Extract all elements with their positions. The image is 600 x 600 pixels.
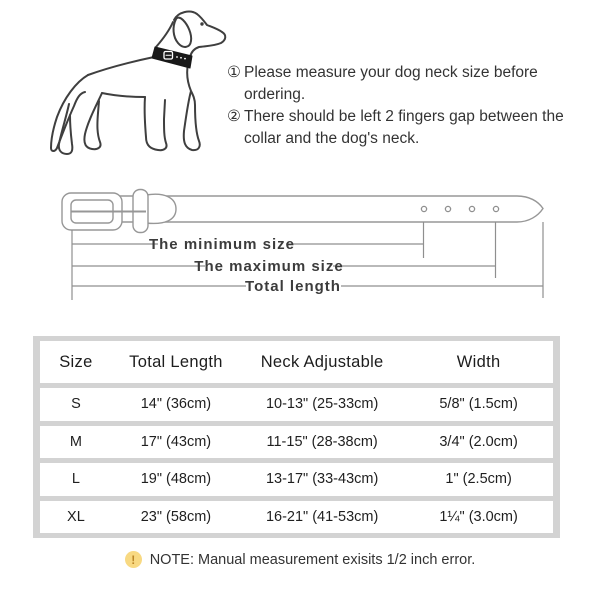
cell-total-length: 19" (48cm) [140, 471, 212, 488]
header-width: Width [456, 352, 501, 371]
minimum-size-label: The minimum size [148, 236, 296, 253]
exclamation-icon: ! [125, 551, 142, 568]
header-neck-adjustable: Neck Adjustable [260, 352, 384, 371]
cell-size: S [71, 396, 81, 413]
cell-neck-adjustable: 13-17" (33-43cm) [265, 471, 379, 488]
cell-width: 5/8" (1.5cm) [439, 396, 518, 413]
instruction-item [227, 106, 587, 150]
collar-diagram-drawing [0, 180, 600, 310]
cell-neck-adjustable: 11-15" (28-38cm) [266, 433, 378, 450]
table-header-row [40, 341, 553, 383]
cell-size: L [71, 471, 80, 488]
table-row [40, 463, 553, 496]
cell-total-length: 23" (58cm) [140, 508, 212, 525]
instructions [227, 62, 587, 150]
instruction-line: collar and the dog's neck. [244, 130, 420, 147]
collar-loop [146, 194, 176, 223]
table-row [40, 388, 553, 421]
instruction-text: Please measure your dog neck size before ordering. [244, 64, 538, 103]
cell-size: XL [67, 508, 85, 525]
cell-neck-adjustable: 10-13" (25-33cm) [265, 396, 379, 413]
cell-total-length: 14" (36cm) [140, 396, 212, 413]
size-table [33, 336, 560, 538]
instruction-line: There should be left 2 fingers gap between the [244, 108, 564, 125]
dog-line-art [40, 5, 240, 170]
header-total-length: Total Length [129, 352, 223, 371]
cell-width: 1" (2.5cm) [445, 471, 512, 488]
collar-measurement-diagram [0, 180, 600, 310]
note-text: NOTE: Manual measurement exisits 1/2 inch error. [149, 551, 476, 568]
instruction-item [227, 62, 587, 106]
note [0, 551, 600, 568]
instruction-number: ② [227, 108, 241, 125]
cell-size: M [69, 433, 82, 450]
total-length-label: Total length [245, 278, 341, 295]
cell-width: 1¼" (3.0cm) [439, 508, 518, 525]
header-size: Size [59, 352, 93, 371]
table-row [40, 426, 553, 459]
maximum-size-label: The maximum size [194, 258, 344, 275]
cell-width: 3/4" (2.0cm) [439, 433, 518, 450]
instruction-text [244, 106, 587, 150]
table-row [40, 501, 553, 534]
dog-eye [200, 22, 203, 25]
instruction-number: ① [227, 64, 241, 81]
cell-neck-adjustable: 16-21" (41-53cm) [265, 508, 379, 525]
dog-illustration [40, 5, 240, 170]
cell-total-length: 17" (43cm) [140, 433, 212, 450]
